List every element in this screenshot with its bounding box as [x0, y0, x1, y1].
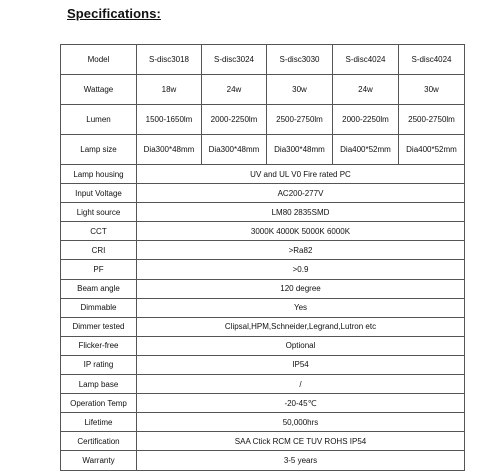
value-cell: 2000-2250lm: [202, 105, 267, 135]
value-cell: 120 degree: [137, 279, 465, 298]
table-row-light-source: [61, 203, 465, 222]
value-cell: 2500-2750lm: [399, 105, 465, 135]
table-row-wattage: [61, 75, 465, 105]
row-label: Wattage: [61, 75, 137, 105]
value-cell: Dia400*52mm: [333, 135, 399, 165]
row-label: Operation Temp: [61, 394, 137, 413]
row-label: Light source: [61, 203, 137, 222]
row-label: Dimmable: [61, 298, 137, 317]
table-row-dimmable: [61, 298, 465, 317]
row-label: Input Voltage: [61, 184, 137, 203]
value-cell: 1500-1650lm: [137, 105, 202, 135]
model-cell: S-disc3030: [267, 45, 333, 75]
value-cell: SAA Ctick RCM CE TUV ROHS IP54: [137, 432, 465, 451]
value-cell: Dia400*52mm: [399, 135, 465, 165]
table-row-lifetime: [61, 413, 465, 432]
table-row-lamp-base: [61, 375, 465, 394]
value-cell: 30w: [267, 75, 333, 105]
value-cell: >0.9: [137, 260, 465, 279]
value-cell: Optional: [137, 336, 465, 355]
value-cell: 3-5 years: [137, 451, 465, 470]
table-row-operation-temp: [61, 394, 465, 413]
row-label: Lamp housing: [61, 165, 137, 184]
row-label: Lamp base: [61, 375, 137, 394]
table-row-lamp-size: [61, 135, 465, 165]
value-cell: AC200-277V: [137, 184, 465, 203]
row-label: CCT: [61, 222, 137, 241]
table-row-beam-angle: [61, 279, 465, 298]
model-cell: S-disc4024: [399, 45, 465, 75]
table-row-input-voltage: [61, 184, 465, 203]
value-cell: 24w: [333, 75, 399, 105]
table-row-flicker-free: [61, 336, 465, 355]
table-row-lamp-housing: [61, 165, 465, 184]
table-row-lumen: [61, 105, 465, 135]
value-cell: Dia300*48mm: [202, 135, 267, 165]
value-cell: Dia300*48mm: [137, 135, 202, 165]
model-cell: S-disc4024: [333, 45, 399, 75]
table-row-model: [61, 45, 465, 75]
row-label: Lumen: [61, 105, 137, 135]
value-cell: Dia300*48mm: [267, 135, 333, 165]
row-label: Dimmer tested: [61, 317, 137, 336]
value-cell: 2500-2750lm: [267, 105, 333, 135]
table-row-dimmer-tested: [61, 317, 465, 336]
value-cell: 3000K 4000K 5000K 6000K: [137, 222, 465, 241]
value-cell: -20-45℃: [137, 394, 465, 413]
table-row-cri: [61, 241, 465, 260]
table-row-cct: [61, 222, 465, 241]
value-cell: IP54: [137, 355, 465, 374]
value-cell: Clipsal,HPM,Schneider,Legrand,Lutron etc: [137, 317, 465, 336]
row-label: CRI: [61, 241, 137, 260]
model-cell: S-disc3024: [202, 45, 267, 75]
value-cell: 18w: [137, 75, 202, 105]
table-row-pf: [61, 260, 465, 279]
value-cell: 2000-2250lm: [333, 105, 399, 135]
value-cell: LM80 2835SMD: [137, 203, 465, 222]
row-label: Warranty: [61, 451, 137, 470]
value-cell: 24w: [202, 75, 267, 105]
specifications-table: [60, 44, 465, 471]
value-cell: >Ra82: [137, 241, 465, 260]
row-label: IP rating: [61, 355, 137, 374]
row-label: Flicker-free: [61, 336, 137, 355]
value-cell: /: [137, 375, 465, 394]
page-title: Specifications:: [67, 6, 161, 21]
row-label: Lamp size: [61, 135, 137, 165]
row-label: PF: [61, 260, 137, 279]
row-label: Certification: [61, 432, 137, 451]
value-cell: Yes: [137, 298, 465, 317]
row-label: Lifetime: [61, 413, 137, 432]
value-cell: 50,000hrs: [137, 413, 465, 432]
row-label: Model: [61, 45, 137, 75]
value-cell: 30w: [399, 75, 465, 105]
table-row-certification: [61, 432, 465, 451]
row-label: Beam angle: [61, 279, 137, 298]
model-cell: S-disc3018: [137, 45, 202, 75]
value-cell: UV and UL V0 Fire rated PC: [137, 165, 465, 184]
table-row-ip-rating: [61, 355, 465, 374]
